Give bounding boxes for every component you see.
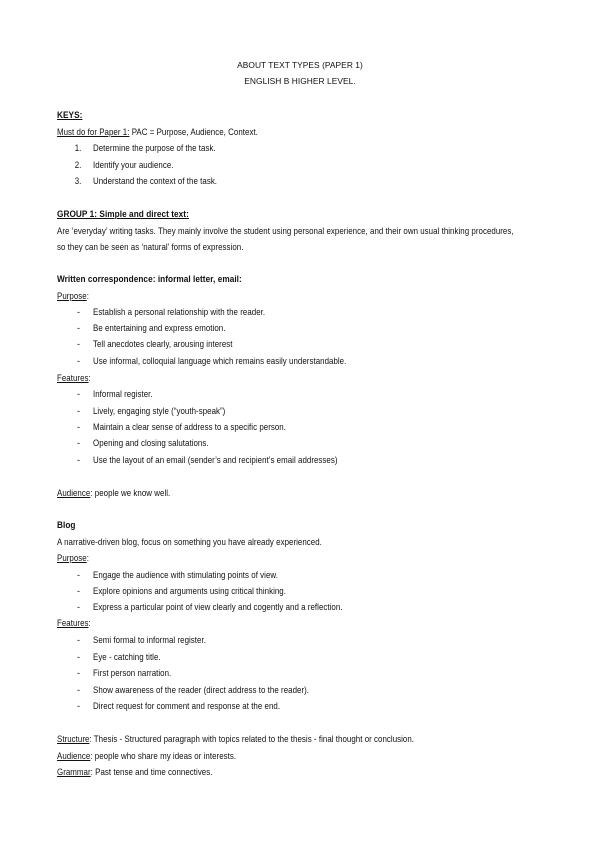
list-item: Be entertaining and express emotion. [93, 323, 226, 333]
bullet-dash: - [77, 652, 81, 662]
bullet-dash: - [77, 685, 81, 695]
list-item: Use informal, colloquial language which remains easily understandable. [93, 356, 347, 366]
bullet-dash: - [77, 438, 81, 448]
blog-features-label: Features: [57, 618, 91, 628]
list-item: Informal register. [93, 389, 153, 399]
bullet-dash: - [77, 635, 81, 645]
list-item: Engage the audience with stimulating points of view. [93, 570, 278, 580]
correspondence-features-label: Features: [57, 373, 91, 383]
correspondence-audience-line [57, 487, 170, 499]
grammar-text: : Past tense and time connectives. [90, 767, 213, 777]
group1-description-line: so they can be seen as ‘natural’ forms of expression. [57, 242, 244, 252]
keys-item: Understand the context of the task. [93, 176, 218, 186]
blog-purpose-label: Purpose: [57, 553, 89, 563]
list-item: Explore opinions and arguments using critical thinking. [93, 586, 286, 596]
grammar-label: Grammar [57, 767, 91, 777]
list-item: Eye - catching title. [93, 652, 161, 662]
bullet-dash: - [77, 422, 81, 432]
audience-text: : people we know well. [90, 488, 171, 498]
structure-label: Structure [57, 734, 90, 744]
list-item: Maintain a clear sense of address to a specific person. [93, 422, 286, 432]
keys-must-label: Must do for Paper 1: [57, 127, 130, 137]
keys-item: Determine the purpose of the task. [93, 143, 216, 153]
bullet-dash: - [77, 668, 81, 678]
bullet-dash: - [77, 455, 81, 465]
keys-must-text: PAC = Purpose, Audience, Context. [129, 127, 258, 137]
audience-label: Audience [57, 488, 91, 498]
list-item: First person narration. [93, 668, 172, 678]
bullet-dash: - [77, 602, 81, 612]
bullet-dash: - [77, 701, 81, 711]
bullet-dash: - [77, 356, 81, 366]
group1-heading: GROUP 1: Simple and direct text: [57, 209, 189, 220]
bullet-dash: - [77, 570, 81, 580]
correspondence-heading: Written correspondence: informal letter, email: [57, 274, 242, 285]
list-item: Use the layout of an email (sender’s and recipient’s email addresses) [93, 455, 338, 465]
keys-item-number: 1. [74, 143, 82, 153]
bullet-dash: - [77, 339, 81, 349]
correspondence-purpose-label: Purpose: [57, 291, 89, 301]
bullet-dash: - [77, 323, 81, 333]
bullet-dash: - [77, 406, 81, 416]
blog-audience-line [57, 750, 236, 762]
list-item: Opening and closing salutations. [93, 438, 209, 448]
bullet-dash: - [77, 389, 81, 399]
list-item: Tell anecdotes clearly, arousing interest [93, 339, 233, 349]
list-item: Lively, engaging style (“youth-speak”) [93, 406, 226, 416]
document-title: ABOUT TEXT TYPES (PAPER 1) [237, 60, 363, 70]
list-item: Show awareness of the reader (direct address to the reader). [93, 685, 310, 695]
keys-item-number: 2. [74, 160, 82, 170]
structure-text: : Thesis - Structured paragraph with topics related to the thesis - final thought or conclusion. [89, 734, 415, 744]
audience-label: Audience [57, 751, 91, 761]
document-subtitle: ENGLISH B HIGHER LEVEL. [244, 76, 356, 86]
keys-heading: KEYS: [57, 110, 83, 121]
group1-description-line: Are ‘everyday’ writing tasks. They mainly involve the student using personal experience, and their own usual thinking procedures, [57, 226, 514, 236]
blog-heading: Blog [57, 520, 76, 531]
keys-item-number: 3. [74, 176, 82, 186]
list-item: Establish a personal relationship with the reader. [93, 307, 266, 317]
blog-description: A narrative-driven blog, focus on something you have already experienced. [57, 537, 322, 547]
bullet-dash: - [77, 307, 81, 317]
bullet-dash: - [77, 586, 81, 596]
list-item: Semi formal to informal register. [93, 635, 206, 645]
keys-must-line [57, 126, 258, 138]
list-item: Express a particular point of view clearly and cogently and a reflection. [93, 602, 343, 612]
list-item: Direct request for comment and response at the end. [93, 701, 281, 711]
blog-structure-line [57, 733, 414, 745]
audience-text: : people who share my ideas or interests. [90, 751, 237, 761]
blog-grammar-line [57, 766, 212, 778]
keys-item: Identify your audience. [93, 160, 174, 170]
